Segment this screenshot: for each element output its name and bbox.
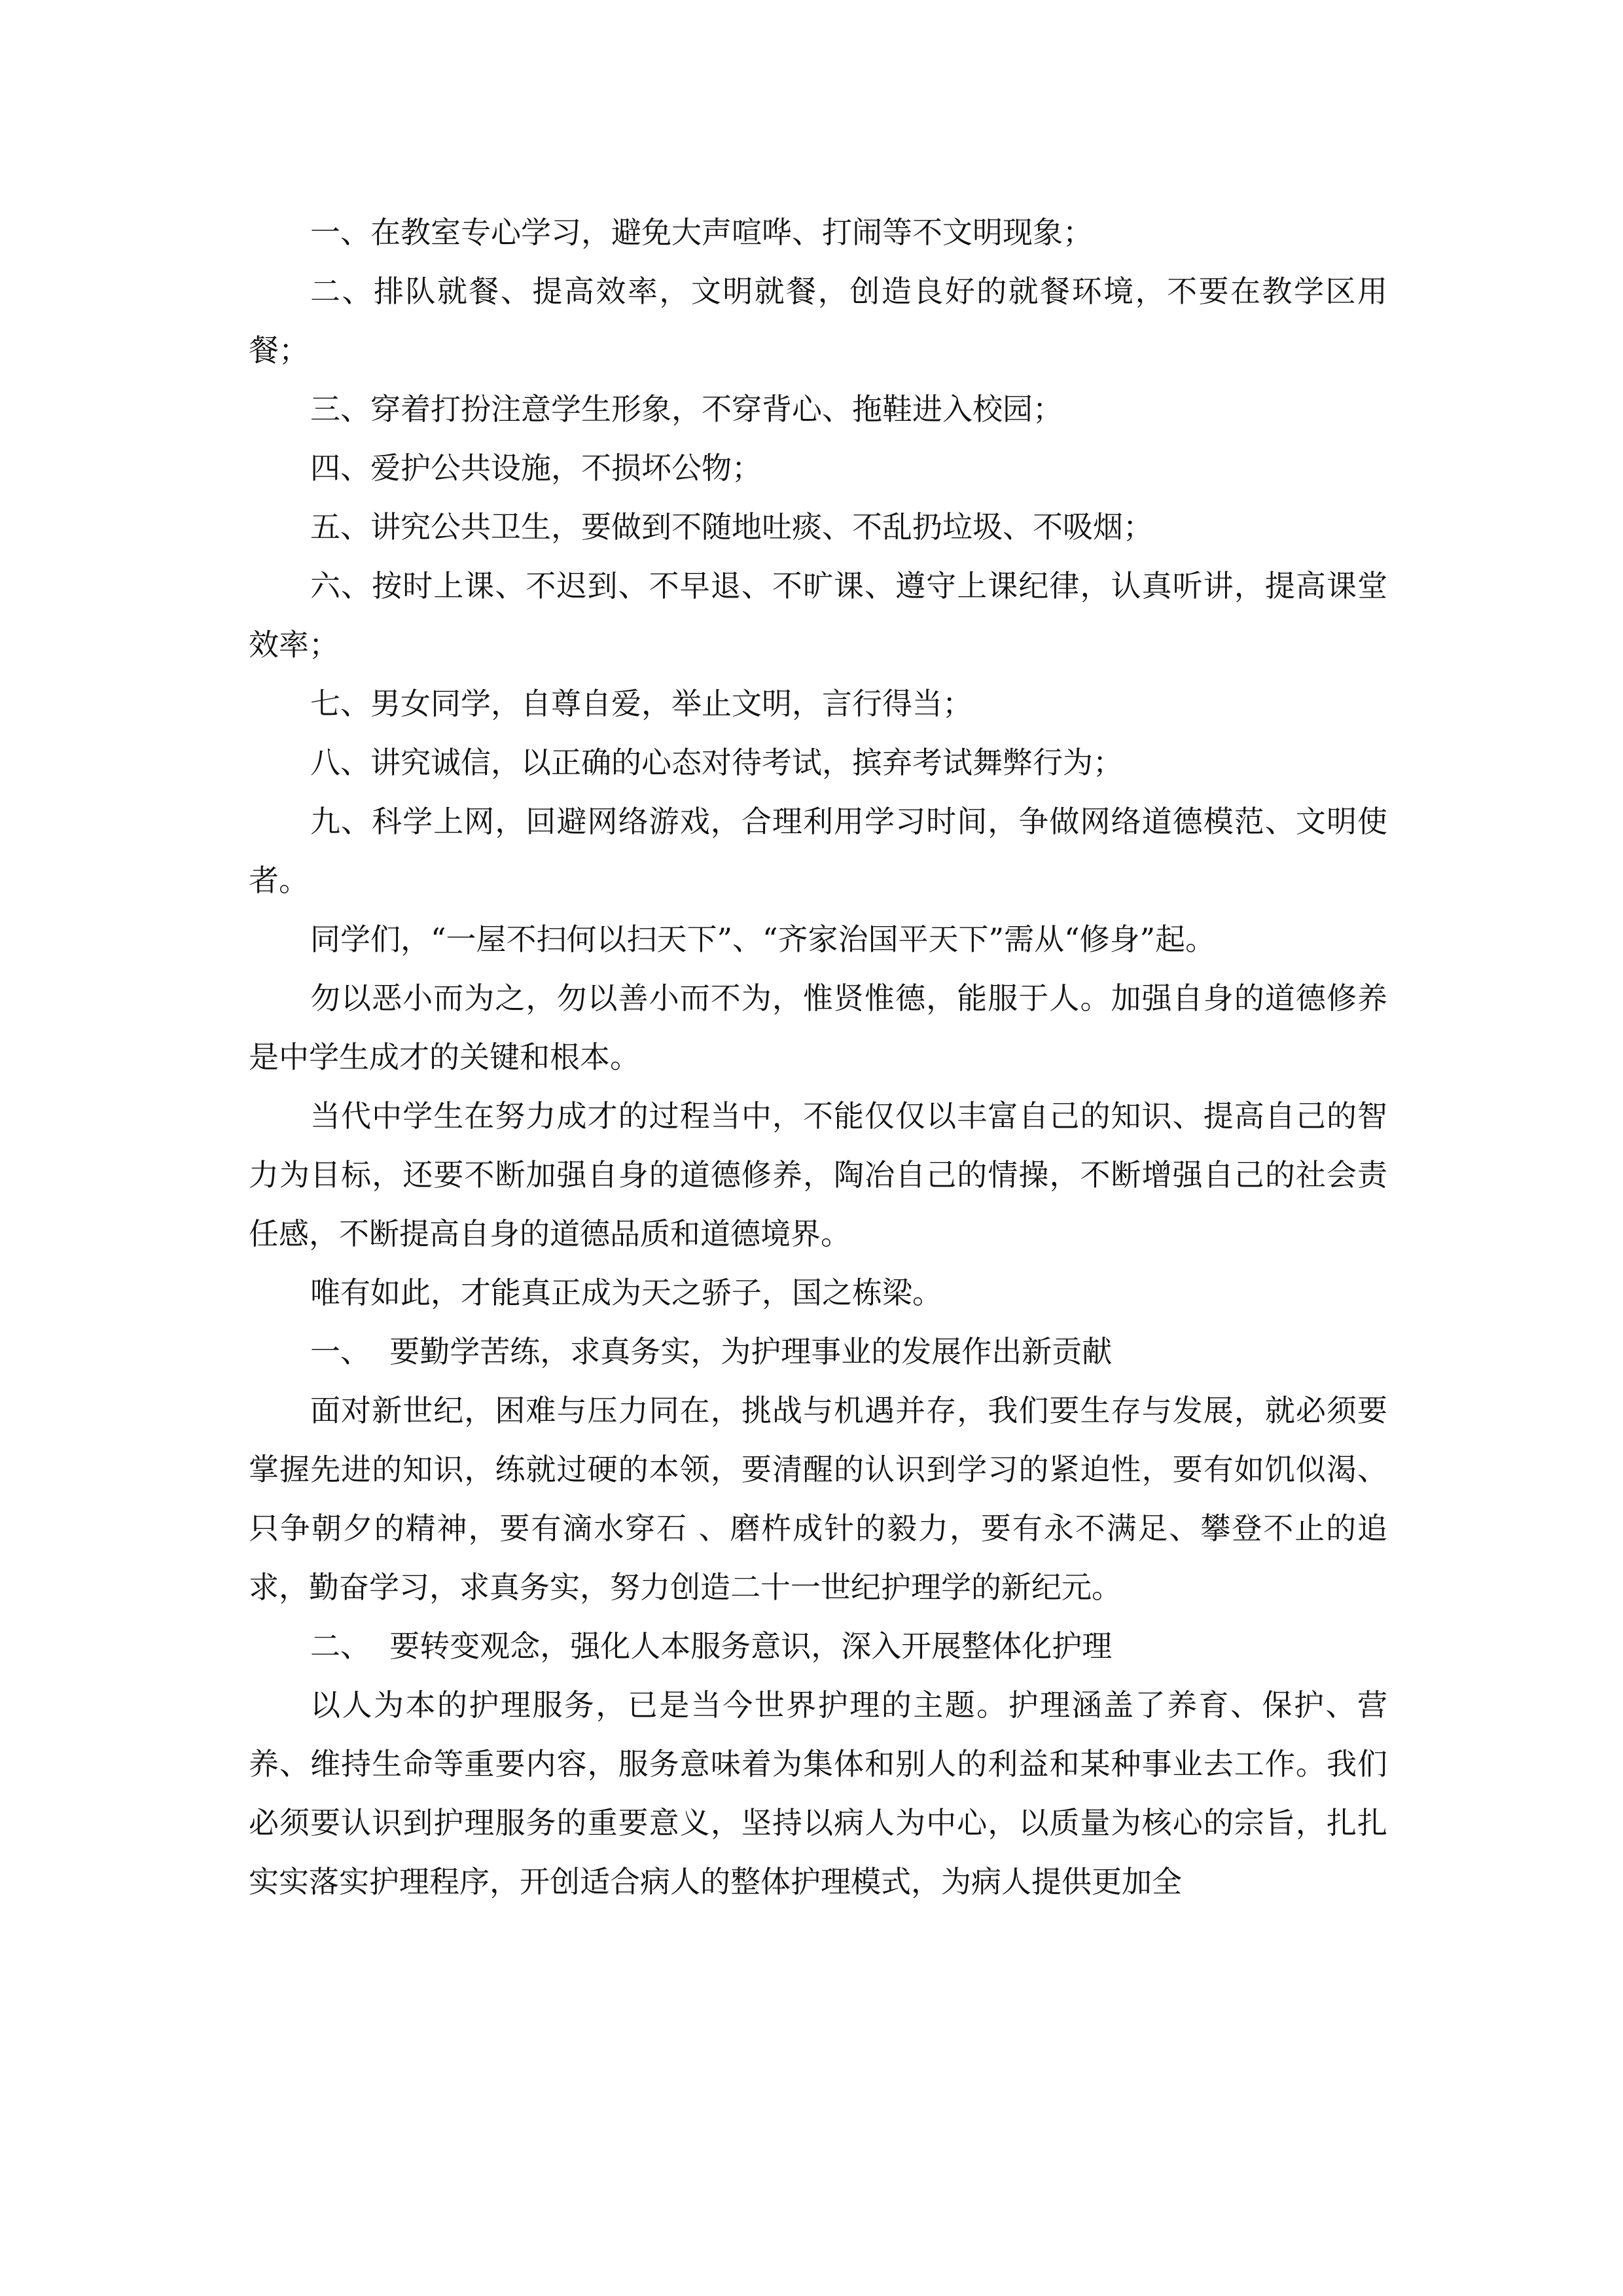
paragraph-rule-7: 七、男女同学，自尊自爱，举止文明，言行得当； — [310, 686, 972, 721]
paragraph-new-century: 面对新世纪，困难与压力同在，挑战与机遇并存，我们要生存与发展，就必须要掌握先进的知识，练就过硬的本领，要清醒的认识到学习的紧迫性，要有如饥似渴、只争朝夕的精神，要有滴水穿石 、磨杵成针的毅力，要有永不满足、攀登不止的追求，勤奋学习，求真务实，努力创造二十一世纪护理学的新纪元。 — [249, 1393, 1387, 1605]
paragraph-rule-4: 四、爱护公共设施，不损坏公物； — [310, 450, 762, 486]
section-heading-1: 一、 要勤学苦练，求真务实，为护理事业的发展作出新贡献 — [310, 1334, 1113, 1369]
paragraph-rule-2: 二、排队就餐、提高效率，文明就餐，创造良好的就餐环境，不要在教学区用餐； — [249, 274, 1387, 368]
paragraph-conclusion: 唯有如此，才能真正成为天之骄子，国之栋梁。 — [310, 1275, 942, 1310]
paragraph-contemporary-students: 当代中学生在努力成才的过程当中，不能仅仅以丰富自己的知识、提高自己的智力为目标，还要不断加强自身的道德修养，陶冶自己的情操，不断增强自己的社会责任感，不断提高自身的道德品质和道德境界。 — [249, 1098, 1387, 1251]
paragraph-rule-8: 八、讲究诚信，以正确的心态对待考试，摈弃考试舞弊行为； — [310, 745, 1123, 780]
paragraph-classmates: 同学们，“一屋不扫何以扫天下”、“齐家治国平天下”需从“修身”起。 — [310, 922, 1216, 957]
paragraph-rule-9: 九、科学上网，回避网络游戏，合理利用学习时间，争做网络道德模范、文明使者。 — [249, 804, 1387, 898]
paragraph-rule-6: 六、按时上课、不迟到、不早退、不旷课、遵守上课纪律，认真听讲，提高课堂效率； — [249, 568, 1387, 662]
paragraph-rule-3: 三、穿着打扮注意学生形象，不穿背心、拖鞋进入校园； — [310, 391, 1063, 427]
paragraph-rule-1: 一、在教室专心学习，避免大声喧哗、打闹等不文明现象； — [310, 215, 1093, 250]
paragraph-nursing-service: 以人为本的护理服务，已是当今世界护理的主题。护理涵盖了养育、保护、营养、维持生命等重要内容，服务意味着为集体和别人的利益和某种事业去工作。我们必须要认识到护理服务的重要意义，坚持以病人为中心，以质量为核心的宗旨，扎扎实实落实护理程序，开创适合病人的整体护理模式，为病人提供更加全 — [249, 1687, 1387, 1899]
document-body — [249, 203, 1387, 1911]
section-heading-2: 二、 要转变观念，强化人本服务意识，深入开展整体化护理 — [310, 1628, 1113, 1664]
paragraph-moral-cultivation: 勿以恶小而为之，勿以善小而不为，惟贤惟德，能服于人。加强自身的道德修养是中学生成才的关键和根本。 — [249, 980, 1387, 1075]
paragraph-rule-5: 五、讲究公共卫生，要做到不随地吐痰、不乱扔垃圾、不吸烟； — [310, 509, 1153, 545]
